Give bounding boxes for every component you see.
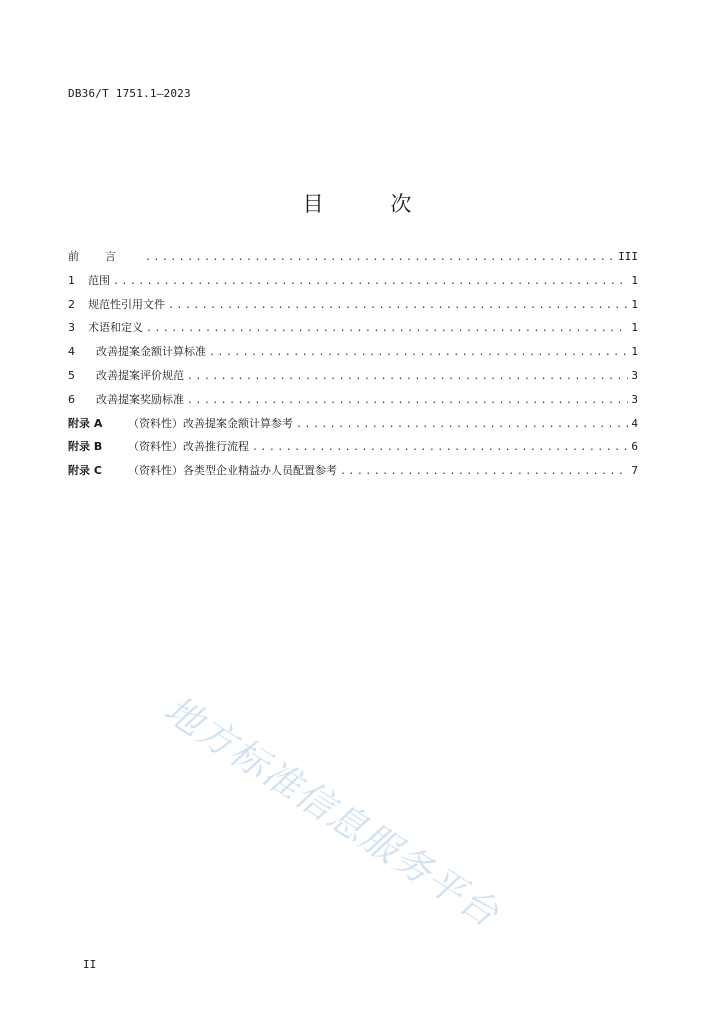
toc-entry-page: 3 — [631, 368, 638, 382]
toc-entry-label: 规范性引用文件 — [88, 297, 165, 311]
toc-entry-page: III — [618, 250, 638, 263]
table-of-contents — [68, 248, 638, 486]
toc-leader-dots — [145, 252, 615, 263]
toc-entry-normative-references[interactable] — [68, 296, 638, 320]
toc-entry-label: 改善提案金额计算标准 — [96, 345, 206, 359]
toc-entry-label: 改善提案奖励标准 — [96, 392, 184, 406]
toc-entry-number: 4 — [68, 345, 75, 359]
toc-entry-informative-tag: （资料性） — [128, 416, 183, 430]
toc-leader-dots — [187, 395, 628, 406]
toc-entry-page: 1 — [631, 273, 638, 287]
toc-entry-page: 4 — [631, 416, 638, 430]
toc-entry-informative-tag: （资料性） — [128, 464, 183, 478]
toc-leader-dots — [168, 300, 628, 311]
toc-leader-dots — [340, 466, 628, 477]
toc-entry-label: 改善提案评价规范 — [96, 368, 184, 382]
toc-entry-label: 术语和定义 — [88, 321, 143, 335]
toc-entry-page: 6 — [631, 440, 638, 454]
toc-entry-foreword[interactable] — [68, 248, 638, 272]
toc-entry-number: 2 — [68, 297, 75, 311]
toc-entry-page: 1 — [631, 321, 638, 335]
toc-leader-dots — [296, 419, 628, 430]
toc-entry-page: 3 — [631, 392, 638, 406]
toc-leader-dots — [113, 276, 628, 287]
toc-entry-appendix-a[interactable] — [68, 415, 638, 439]
toc-entry-section-4[interactable] — [68, 343, 638, 367]
toc-title: 目 次 — [302, 192, 442, 216]
watermark: 地方标准信息服务平台 — [156, 687, 508, 937]
toc-entry-number: 3 — [68, 321, 75, 335]
toc-leader-dots — [209, 347, 628, 358]
toc-entry-page: 7 — [631, 464, 638, 478]
toc-leader-dots — [252, 442, 628, 453]
toc-entry-number: 5 — [68, 368, 75, 382]
toc-entry-page: 1 — [631, 345, 638, 359]
toc-entry-section-5[interactable] — [68, 367, 638, 391]
toc-entry-appendix-b[interactable] — [68, 438, 638, 462]
toc-entry-number: 附录 C — [68, 464, 102, 478]
toc-entry-terms-definitions[interactable] — [68, 319, 638, 343]
document-code: DB36/T 1751.1—2023 — [68, 87, 191, 100]
toc-entry-label: 各类型企业精益办人员配置参考 — [183, 464, 337, 478]
toc-entry-number: 6 — [68, 392, 75, 406]
toc-entry-number: 1 — [68, 273, 75, 287]
toc-entry-section-6[interactable] — [68, 391, 638, 415]
toc-entry-number: 附录 B — [68, 440, 103, 454]
toc-entry-informative-tag: （资料性） — [128, 440, 183, 454]
page-number: II — [83, 958, 97, 971]
toc-leader-dots — [187, 371, 628, 382]
toc-entry-label: 前言 — [68, 250, 142, 263]
toc-entry-appendix-c[interactable] — [68, 462, 638, 486]
toc-entry-label: 改善提案金额计算参考 — [183, 416, 293, 430]
toc-leader-dots — [146, 323, 628, 334]
toc-entry-scope[interactable] — [68, 272, 638, 296]
toc-entry-number: 附录 A — [68, 416, 103, 430]
toc-entry-label: 范围 — [88, 273, 110, 287]
toc-entry-page: 1 — [631, 297, 638, 311]
toc-entry-label: 改善推行流程 — [183, 440, 249, 454]
